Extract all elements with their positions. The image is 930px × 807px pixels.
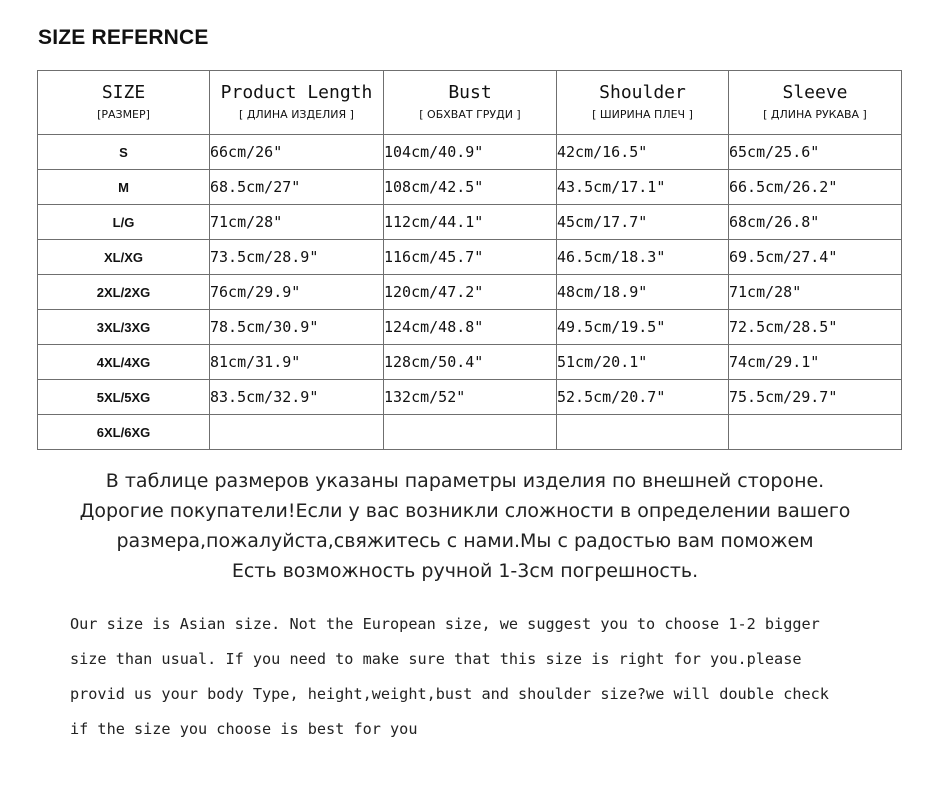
sleeve-cell: 65cm/25.6"	[729, 135, 902, 170]
length-cell: 68.5cm/27"	[210, 170, 384, 205]
bust-cell: 104cm/40.9"	[384, 135, 557, 170]
header-size	[38, 71, 210, 135]
table-row	[38, 345, 902, 380]
length-cell: 73.5cm/28.9"	[210, 240, 384, 275]
length-cell	[210, 415, 384, 450]
bust-cell: 116cm/45.7"	[384, 240, 557, 275]
header-shoulder-label: Shoulder	[599, 82, 686, 103]
english-note	[70, 607, 915, 747]
header-product-length-label: Product Length	[220, 82, 373, 103]
size-cell: 4XL/4XG	[38, 345, 210, 380]
size-cell: XL/XG	[38, 240, 210, 275]
sleeve-cell: 74cm/29.1"	[729, 345, 902, 380]
russian-note-line: Дорогие покупатели!Если у вас возникли сложности в определении вашего	[79, 500, 851, 522]
table-header-row	[38, 71, 902, 135]
sleeve-cell: 68cm/26.8"	[729, 205, 902, 240]
english-note-line: Our size is Asian size. Not the European size, we suggest you to choose 1-2 bigger	[70, 615, 820, 633]
english-note-line: size than usual. If you need to make sure that this size is right for you.please	[70, 650, 802, 668]
bust-cell: 120cm/47.2"	[384, 275, 557, 310]
header-shoulder-sublabel: [ ШИРИНА ПЛЕЧ ]	[592, 108, 693, 121]
header-shoulder	[557, 71, 729, 135]
header-product-length-sublabel: [ ДЛИНА ИЗДЕЛИЯ ]	[239, 108, 354, 121]
bust-cell: 132cm/52"	[384, 380, 557, 415]
sleeve-cell: 72.5cm/28.5"	[729, 310, 902, 345]
russian-note-line: В таблице размеров указаны параметры изделия по внешней стороне.	[105, 470, 825, 492]
table-row	[38, 135, 902, 170]
size-cell: 6XL/6XG	[38, 415, 210, 450]
header-bust	[384, 71, 557, 135]
length-cell: 76cm/29.9"	[210, 275, 384, 310]
size-cell: 2XL/2XG	[38, 275, 210, 310]
russian-note-line: размера,пожалуйста,свяжитесь с нами.Мы с радостью вам поможем	[116, 530, 814, 552]
header-size-sublabel: [РАЗМЕР]	[97, 108, 150, 121]
table-row	[38, 275, 902, 310]
length-cell: 83.5cm/32.9"	[210, 380, 384, 415]
shoulder-cell	[557, 415, 729, 450]
header-sleeve-sublabel: [ ДЛИНА РУКАВА ]	[763, 108, 867, 121]
bust-cell: 128cm/50.4"	[384, 345, 557, 380]
bust-cell	[384, 415, 557, 450]
russian-note-line: Есть возможность ручной 1-3см погрешность.	[231, 560, 699, 582]
table-row	[38, 415, 902, 450]
sleeve-cell: 69.5cm/27.4"	[729, 240, 902, 275]
shoulder-cell: 42cm/16.5"	[557, 135, 729, 170]
header-sleeve-label: Sleeve	[782, 82, 848, 103]
bust-cell: 124cm/48.8"	[384, 310, 557, 345]
page-title: SIZE REFERNCE	[38, 26, 209, 49]
size-cell: L/G	[38, 205, 210, 240]
shoulder-cell: 43.5cm/17.1"	[557, 170, 729, 205]
sleeve-cell: 66.5cm/26.2"	[729, 170, 902, 205]
shoulder-cell: 46.5cm/18.3"	[557, 240, 729, 275]
shoulder-cell: 48cm/18.9"	[557, 275, 729, 310]
table-row	[38, 170, 902, 205]
size-cell: 5XL/5XG	[38, 380, 210, 415]
header-bust-label: Bust	[448, 82, 492, 103]
sleeve-cell	[729, 415, 902, 450]
shoulder-cell: 45cm/17.7"	[557, 205, 729, 240]
russian-note	[0, 466, 930, 586]
sleeve-cell: 75.5cm/29.7"	[729, 380, 902, 415]
size-cell: 3XL/3XG	[38, 310, 210, 345]
length-cell: 71cm/28"	[210, 205, 384, 240]
shoulder-cell: 51cm/20.1"	[557, 345, 729, 380]
header-sleeve	[729, 71, 902, 135]
shoulder-cell: 52.5cm/20.7"	[557, 380, 729, 415]
table-row	[38, 205, 902, 240]
table-row	[38, 310, 902, 345]
size-cell: M	[38, 170, 210, 205]
header-product-length	[210, 71, 384, 135]
size-cell: S	[38, 135, 210, 170]
length-cell: 66cm/26"	[210, 135, 384, 170]
header-size-label: SIZE	[101, 82, 146, 103]
sleeve-cell: 71cm/28"	[729, 275, 902, 310]
length-cell: 81cm/31.9"	[210, 345, 384, 380]
size-table	[37, 70, 902, 450]
header-bust-sublabel: [ ОБХВАТ ГРУДИ ]	[419, 108, 521, 121]
table-row	[38, 240, 902, 275]
english-note-line: provid us your body Type, height,weight,bust and shoulder size?we will double check	[70, 685, 829, 703]
length-cell: 78.5cm/30.9"	[210, 310, 384, 345]
shoulder-cell: 49.5cm/19.5"	[557, 310, 729, 345]
english-note-line: if the size you choose is best for you	[70, 720, 418, 738]
table-row	[38, 380, 902, 415]
bust-cell: 112cm/44.1"	[384, 205, 557, 240]
bust-cell: 108cm/42.5"	[384, 170, 557, 205]
